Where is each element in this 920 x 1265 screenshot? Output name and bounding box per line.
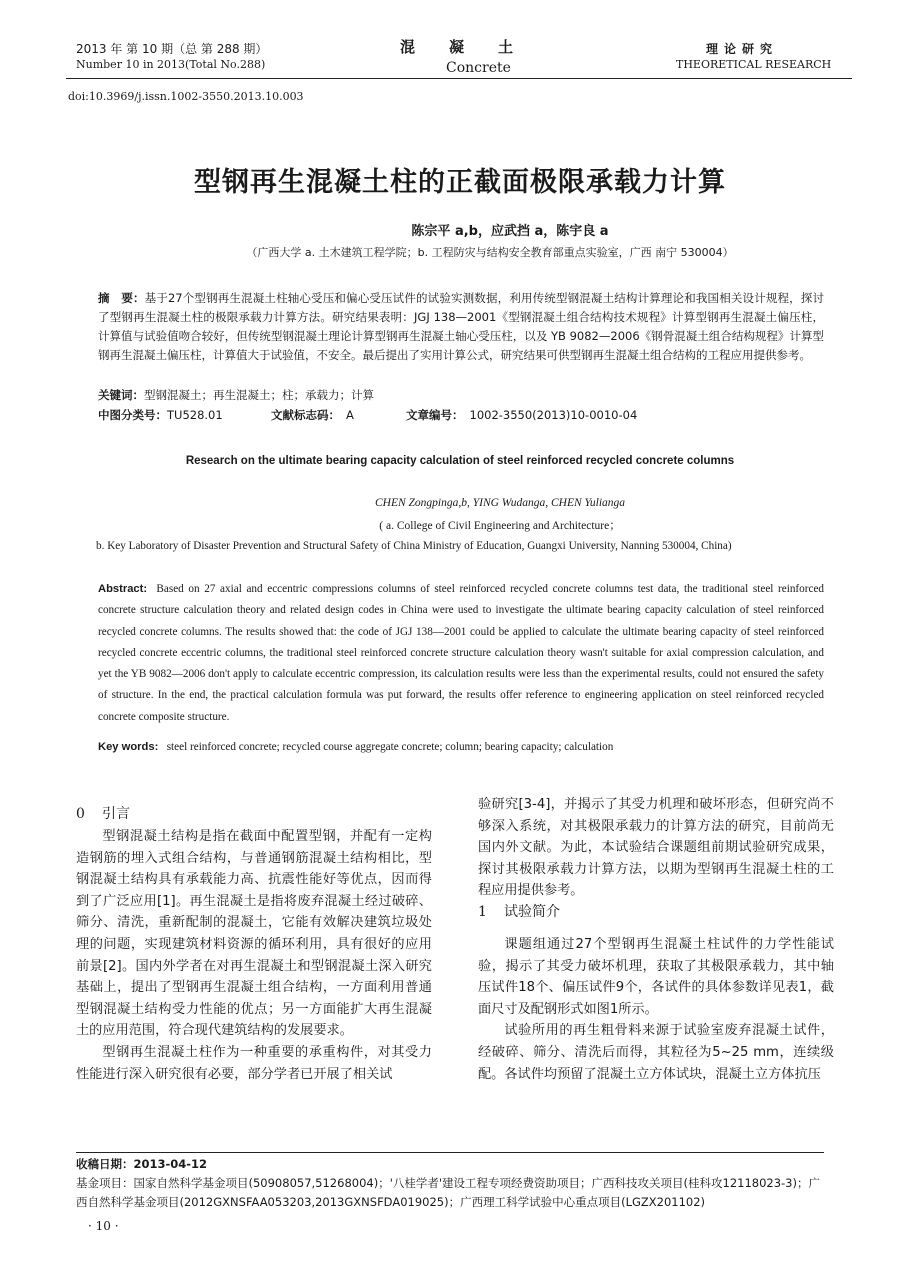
abstract-cn-text: 基于27个型钢再生混凝土柱轴心受压和偏心受压试件的试验实测数据，利用传统型钢混凝土结构计算理论和我国相关设计规程，探讨了型钢再生混凝土柱的极限承载力计算方法。研究结果表明：JGJ 138—2001《型钢混凝土组合结构技术规程》计算型钢再生混凝土偏压柱，计算值与试验值吻合较好，但传统型钢混凝土理论计算型钢再生混凝土轴心受压柱，以及 YB 9082—2006《钢骨混凝土组合结构规程》计算型钢再生混凝土偏压柱，计算值大于试验值，不安全。最后提出了实用计算公式，研究结果可供型钢再生混凝土组合结构的工程应用提供参考。 [98, 291, 824, 362]
body-right-column [478, 794, 834, 902]
authors-cn: 陈宗平 a,b，应武挡 a，陈宇良 a [411, 224, 609, 239]
keywords-en-label: Key words: [98, 741, 159, 753]
clc-value: TU528.01 [167, 408, 223, 422]
section-1-heading [478, 901, 560, 921]
section-name-en: THEORETICAL RESEARCH [676, 58, 832, 71]
body-paragraph: 试验所用的再生粗骨料来源于试验室废弃混凝土试件，经破碎、筛分、清洗后而得，其粒径为5~25 mm，连续级配。各试件均预留了混凝土立方体试块，混凝土立方体抗压 [478, 1023, 834, 1082]
doc-code-value: A [346, 408, 354, 422]
header-rule [66, 78, 852, 79]
body-paragraph: 型钢混凝土结构是指在截面中配置型钢，并配有一定构造钢筋的埋入式组合结构，与普通钢筋混凝土结构相比，型钢混凝土结构具有承载能力高、抗震性能好等优点，因而得到了广泛应用[1]。再生混凝土是指将废弃混凝土经过破碎、筛分、清洗，重新配制的混凝土，它能有效解决建筑垃圾处理的问题，实现建筑材料资源的循环利用，具有很好的应用前景[2]。国内外学者在对再生混凝土和型钢混凝土深入研究基础上，提出了型钢再生混凝土组合结构，一方面利用普通型钢混凝土结构受力性能的优点；另一方面能扩大再生混凝土的应用范围，符合现代建筑结构的发展要求。 [76, 829, 432, 1039]
keywords-cn [98, 386, 824, 405]
funding-note: 基金项目：国家自然科学基金项目(50908057,51268004)；'八桂学者'建设工程专项经费资助项目；广西科技攻关项目(桂科攻12118023-3)；广西自然科学基金项目(2012GXNSFAA053203,2013GXNSFDA019025)；广西理工科学试验中心重点项目(LGZX201102) [76, 1176, 820, 1209]
affiliation-en-b: b. Key Laboratory of Disaster Prevention and Structural Safety of China Ministry of Education, Guangxi University, Nanning 530004, China) [96, 540, 732, 552]
footnotes [76, 1152, 824, 1212]
abstract-cn-label: 摘 要： [98, 291, 145, 305]
received-date: 收稿日期：2013-04-12 [76, 1157, 208, 1171]
keywords-cn-label: 关键词： [98, 388, 144, 402]
section-name-cn: 理论研究 [706, 42, 779, 56]
title-en: Research on the ultimate bearing capacity calculation of steel reinforced recycled concrete columns [185, 455, 735, 467]
keywords-en-text: steel reinforced concrete; recycled course aggregate concrete; column; bearing capacity; calculation [166, 741, 614, 753]
body-left-column [76, 826, 432, 1085]
doi: doi:10.3969/j.issn.1002-3550.2013.10.003 [68, 90, 304, 103]
body-paragraph: 课题组通过27个型钢再生混凝土柱试件的力学性能试验，揭示了其受力破坏机理，获取了其极限承载力，其中轴压试件18个、偏压试件9个，各试件的具体参数详见表1，截面尺寸及配钢形式如图1所示。 [478, 937, 834, 1017]
section-0-title: 引言 [102, 806, 130, 822]
keywords-en [98, 741, 824, 753]
article-no-label: 文章编号： [406, 408, 464, 422]
classification [98, 406, 824, 425]
affiliation-en-a: ( a. College of Civil Engineering and Architecture； [379, 520, 621, 532]
section-0-heading [76, 803, 130, 823]
article-no-value: 1002-3550(2013)10-0010-04 [469, 408, 638, 422]
body-paragraph: 验研究[3-4]，并揭示了其受力机理和破坏形态，但研究尚不够深入系统，对其极限承载力的计算方法的研究，目前尚无国内外文献。为此，本试验结合课题组前期试验研究成果，探讨其极限承载力计算方法，以期为型钢再生混凝土柱的工程应用提供参考。 [478, 797, 834, 899]
abstract-en-text: Based on 27 axial and eccentric compressions columns of steel reinforced recycled concrete columns test data, the traditional steel reinforced concrete structure calculation theory and related design codes in China were used to investigate the ultimate bearing capacity calculation of steel reinforced recycled concrete columns. The results showed that: the code of JGJ 138—2001 could be applied to calculate the ultimate bearing capacity of steel reinforced recycled concrete eccentric columns, the traditional steel reinforced concrete structure calculation theory wasn't suitable for axial compression calculation, and yet the YB 9082—2006 don't apply to calculate eccentric compression, its calculation results were less than the experimental results, could not ensured the safety of structure. In the end, the practical calculation formula was put forward, the results offer reference to engineering application on steel reinforced recycled concrete composite structure. [98, 583, 825, 723]
abstract-en [98, 579, 824, 728]
paper-title: 型钢再生混凝土柱的正截面极限承载力计算 [194, 167, 726, 198]
clc-label: 中图分类号： [98, 408, 167, 422]
abstract-en-label: Abstract: [98, 583, 148, 595]
body-paragraph: 型钢再生混凝土柱作为一种重要的承重构件，对其受力性能进行深入研究很有必要，部分学者已开展了相关试 [76, 1044, 432, 1082]
body-right-column-sec1 [478, 934, 834, 1085]
journal-name-cn: 混凝土 [400, 38, 548, 56]
page-number: · 10 · [88, 1219, 119, 1233]
section-1-title: 试验简介 [504, 904, 560, 920]
keywords-cn-text: 型钢混凝土；再生混凝土；柱；承载力；计算 [144, 388, 374, 402]
journal-name-en: Concrete [446, 60, 511, 76]
footnote-rule [76, 1152, 824, 1153]
affiliation-cn: （广西大学 a. 土木建筑工程学院；b. 工程防灾与结构安全教育部重点实验室，广西 南宁 530004） [246, 246, 734, 259]
issue-en: Number 10 in 2013(Total No.288) [76, 58, 266, 71]
issue-cn: 2013 年 第 10 期（总 第 288 期） [76, 42, 268, 56]
authors-en: CHEN Zongpinga,b, YING Wudanga, CHEN Yulianga [374, 497, 626, 509]
abstract-cn [98, 289, 824, 365]
section-0-number: 0 [76, 806, 85, 822]
section-1-number: 1 [478, 904, 487, 920]
doc-code-label: 文献标志码： [271, 408, 340, 422]
